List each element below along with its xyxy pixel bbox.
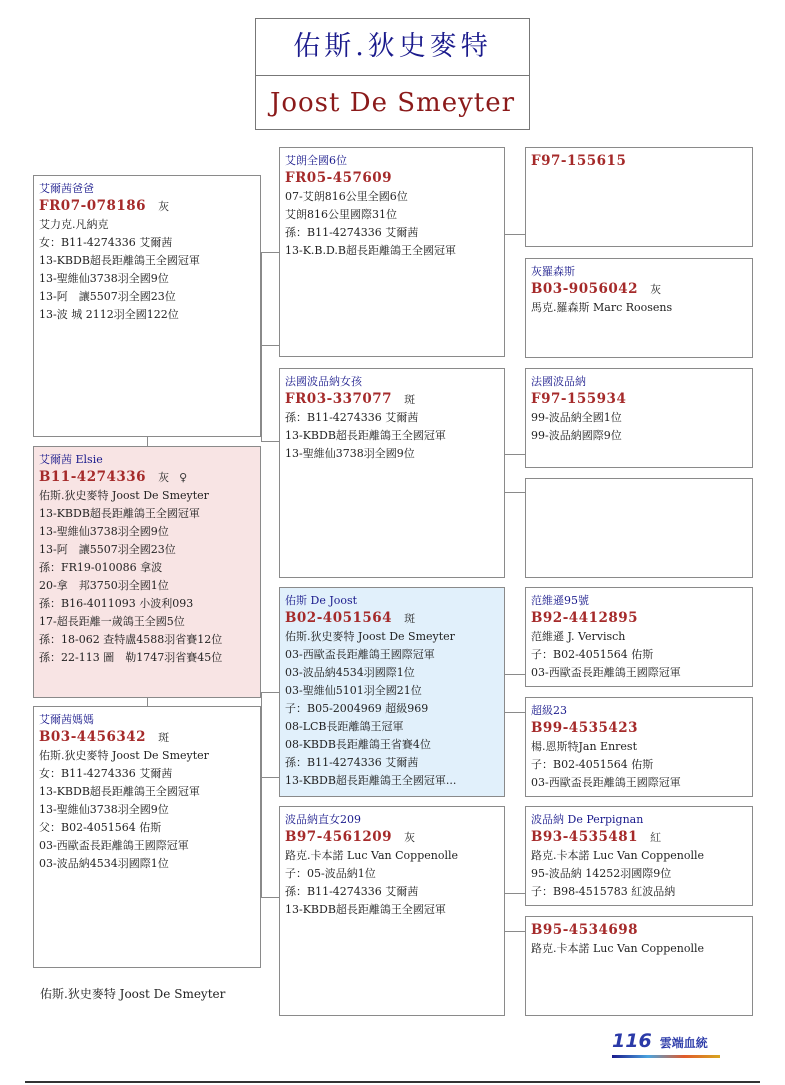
- pedigree-line: 女：B11-4274336 艾爾茜: [39, 767, 173, 780]
- connector-line: [261, 252, 262, 442]
- connector-line: [261, 252, 279, 253]
- color-label: 斑: [158, 731, 170, 744]
- ring-number-row: [285, 609, 499, 628]
- gen2-card-a: [279, 147, 505, 357]
- pedigree-line: 03-西歐盃長距離鴿王國際冠軍: [531, 776, 681, 789]
- pedigree-line: 子：B02-4051564 佑斯: [531, 758, 654, 771]
- pedigree-line: 13-聖維仙3738羽全國9位: [39, 525, 169, 538]
- ring-number: B02-4051564: [285, 610, 393, 626]
- gen3-card-3: [525, 368, 753, 468]
- sex-icon: ♀: [179, 471, 188, 484]
- pedigree-line: 13-KBDB超長距離鴿王全國冠軍...: [285, 774, 457, 787]
- pedigree-line: 女：B11-4274336 艾爾茜: [39, 236, 173, 249]
- pedigree-line: 佑斯.狄史麥特 Joost De Smeyter: [39, 489, 209, 502]
- pedigree-line: 孫：22-113 圖 勒1747羽省賽45位: [39, 651, 223, 664]
- pedigree-line: 03-西歐盃長距離鴿王國際冠軍: [285, 648, 435, 661]
- gen2-card-d: [279, 806, 505, 1016]
- card-header: 灰羅森斯: [531, 265, 575, 278]
- pedigree-line: 佑斯.狄史麥特 Joost De Smeyter: [39, 749, 209, 762]
- pedigree-line: 08-KBDB長距離鴿王省賽4位: [285, 738, 431, 751]
- pedigree-line: 孫：FR19-010086 拿波: [39, 561, 163, 574]
- ring-number: B95-4534698: [531, 922, 639, 938]
- pedigree-line: 父：B02-4051564 佑斯: [39, 821, 162, 834]
- pedigree-line: 03-西歐盃長距離鴿王國際冠軍: [531, 666, 681, 679]
- card-header: 艾朗全國6位: [285, 154, 347, 167]
- pedigree-line: 20-拿 邦3750羽全國1位: [39, 579, 169, 592]
- ring-number-row: [285, 828, 499, 847]
- pedigree-line: 95-波品納 14252羽國際9位: [531, 867, 672, 880]
- ring-number-row: [285, 169, 499, 188]
- pedigree-line: 13-KBDB超長距離鴿王全國冠軍: [39, 785, 200, 798]
- connector-line: [505, 674, 525, 675]
- color-label: 斑: [404, 393, 416, 406]
- pedigree-line: 17-超長距離一歲鴿王全國5位: [39, 615, 185, 628]
- pedigree-line: 13-波 城 2112羽全國122位: [39, 308, 179, 321]
- ring-number-row: [285, 390, 499, 409]
- title-chinese: 佑斯.狄史麥特: [256, 19, 529, 76]
- ring-number: B11-4274336: [39, 469, 147, 485]
- title-box: [255, 18, 530, 130]
- logo-underline: [612, 1055, 720, 1058]
- connector-line: [261, 692, 279, 693]
- connector-line: [261, 345, 279, 346]
- ring-number-row: [531, 719, 747, 738]
- ring-number-row: [39, 468, 255, 487]
- pedigree-line: 03-波品納4534羽國際1位: [39, 857, 169, 870]
- gen2-card-b: [279, 368, 505, 578]
- gen3-card-6: [525, 697, 753, 797]
- ring-number: B93-4535481: [531, 829, 639, 845]
- bottom-rule: [25, 1081, 760, 1083]
- connector-line: [261, 777, 279, 778]
- card-header: 艾爾茜 Elsie: [39, 453, 103, 466]
- color-label: 斑: [404, 612, 416, 625]
- ring-number-row: [531, 280, 747, 299]
- color-label: 灰: [158, 471, 170, 484]
- gen2-card-c: [279, 587, 505, 797]
- pedigree-line: 孫：B11-4274336 艾爾茜: [285, 756, 419, 769]
- pedigree-line: 13-阿 讓5507羽全國23位: [39, 543, 176, 556]
- pedigree-line: 路克.卡本諾 Luc Van Coppenolle: [531, 849, 704, 862]
- ring-number: FR05-457609: [285, 170, 393, 186]
- card-header: 艾爾茜媽媽: [39, 713, 94, 726]
- ring-number-row: [531, 921, 747, 940]
- pedigree-line: 子：B02-4051564 佑斯: [531, 648, 654, 661]
- ring-number: B99-4535423: [531, 720, 639, 736]
- connector-line: [147, 698, 148, 706]
- connector-line: [261, 897, 279, 898]
- ring-number: B03-4456342: [39, 729, 147, 745]
- connector-line: [505, 893, 525, 894]
- color-label: 灰: [404, 831, 416, 844]
- ring-number: F97-155934: [531, 391, 627, 407]
- color-label: 灰: [650, 283, 662, 296]
- pedigree-line: 99-波品納國際9位: [531, 429, 622, 442]
- color-label: 灰: [158, 200, 170, 213]
- pedigree-line: 馬克.羅森斯 Marc Roosens: [531, 301, 673, 314]
- pedigree-line: 路克.卡本諾 Luc Van Coppenolle: [285, 849, 458, 862]
- gen3-card-1: [525, 147, 753, 247]
- connector-line: [505, 492, 525, 493]
- pedigree-line: 13-KBDB超長距離鴿王全國冠軍: [39, 254, 200, 267]
- connector-line: [505, 234, 525, 235]
- pedigree-line: 13-K.B.D.B超長距離鴿王全國冠軍: [285, 244, 457, 257]
- card-header: 法國波品納: [531, 375, 586, 388]
- pedigree-line: 03-聖維仙5101羽全國21位: [285, 684, 422, 697]
- card-header: 波品納 De Perpignan: [531, 813, 644, 826]
- pedigree-line: 子：05-波品納1位: [285, 867, 376, 880]
- gen3-card-4: [525, 478, 753, 578]
- pedigree-line: 13-聖維仙3738羽全國9位: [285, 447, 415, 460]
- ring-number-row: [39, 197, 255, 216]
- logo: [612, 1030, 708, 1052]
- pedigree-line: 范維遜 J. Vervisch: [531, 630, 626, 643]
- pedigree-line: 子：B05-2004969 超級969: [285, 702, 429, 715]
- card-header: 佑斯 De Joost: [285, 594, 358, 607]
- ring-number-row: [531, 390, 747, 409]
- pedigree-line: 13-KBDB超長距離鴿王全國冠軍: [285, 903, 446, 916]
- pedigree-line: 子：B98-4515783 紅波品納: [531, 885, 676, 898]
- gen3-card-2: [525, 258, 753, 358]
- logo-text: 雲端血統: [659, 1036, 708, 1050]
- gen3-card-7: [525, 806, 753, 906]
- pedigree-line: 13-聖維仙3738羽全國9位: [39, 272, 169, 285]
- ring-number: FR03-337077: [285, 391, 393, 407]
- ring-number-row: [531, 828, 747, 847]
- gen3-card-8: [525, 916, 753, 1016]
- pedigree-line: 03-西歐盃長距離鴿王國際冠軍: [39, 839, 189, 852]
- pedigree-line: 13-KBDB超長距離鴿王全國冠軍: [39, 507, 200, 520]
- connector-line: [505, 454, 525, 455]
- connector-line: [261, 692, 262, 897]
- ring-number: F97-155615: [531, 153, 627, 169]
- pedigree-line: 孫：B11-4274336 艾爾茜: [285, 411, 419, 424]
- pedigree-line: 13-阿 讓5507羽全國23位: [39, 290, 176, 303]
- pedigree-line: 路克.卡本諾 Luc Van Coppenolle: [531, 942, 704, 955]
- card-header: 超級23: [531, 704, 567, 717]
- dam-mother-card: [33, 706, 261, 968]
- ring-number: FR07-078186: [39, 198, 147, 214]
- gen3-card-5: [525, 587, 753, 687]
- connector-line: [505, 712, 525, 713]
- ring-number: B97-4561209: [285, 829, 393, 845]
- pedigree-line: 03-波品納4534羽國際1位: [285, 666, 415, 679]
- ring-number-row: [531, 609, 747, 628]
- pedigree-line: 08-LCB長距離鴿王冠軍: [285, 720, 404, 733]
- subject-pigeon-card: [33, 446, 261, 698]
- pedigree-line: 艾力克.凡納克: [39, 218, 109, 231]
- pedigree-line: 孫：B16-4011093 小波利093: [39, 597, 194, 610]
- pedigree-line: 孫：B11-4274336 艾爾茜: [285, 885, 419, 898]
- pedigree-line: 99-波品納全國1位: [531, 411, 622, 424]
- card-header: 法國波品納女孩: [285, 375, 362, 388]
- connector-line: [147, 437, 148, 446]
- pedigree-line: 佑斯.狄史麥特 Joost De Smeyter: [285, 630, 455, 643]
- card-header: 波品納直女209: [285, 813, 361, 826]
- pedigree-line: 孫：18-062 查特盧4588羽省賽12位: [39, 633, 223, 646]
- connector-line: [261, 441, 279, 442]
- ring-number-row: [39, 728, 255, 747]
- logo-number: 116: [612, 1030, 652, 1052]
- pedigree-line: 07-艾朗816公里全國6位: [285, 190, 408, 203]
- title-english: Joost De Smeyter: [269, 88, 516, 118]
- ring-number-row: [531, 152, 747, 171]
- pedigree-line: 13-KBDB超長距離鴿王全國冠軍: [285, 429, 446, 442]
- pedigree-line: 13-聖維仙3738羽全國9位: [39, 803, 169, 816]
- ring-number: B92-4412895: [531, 610, 639, 626]
- pedigree-line: 艾朗816公里國際31位: [285, 208, 397, 221]
- pedigree-line: 楊.恩斯特Jan Enrest: [531, 740, 637, 753]
- card-header: 艾爾茜爸爸: [39, 182, 94, 195]
- card-header: 范維遜95號: [531, 594, 589, 607]
- color-label: 紅: [650, 831, 662, 844]
- ring-number: B03-9056042: [531, 281, 639, 297]
- breeder-name: 佑斯.狄史麥特 Joost De Smeyter: [40, 987, 226, 1001]
- connector-line: [505, 931, 525, 932]
- pedigree-line: 孫：B11-4274336 艾爾茜: [285, 226, 419, 239]
- sire-father-card: [33, 175, 261, 437]
